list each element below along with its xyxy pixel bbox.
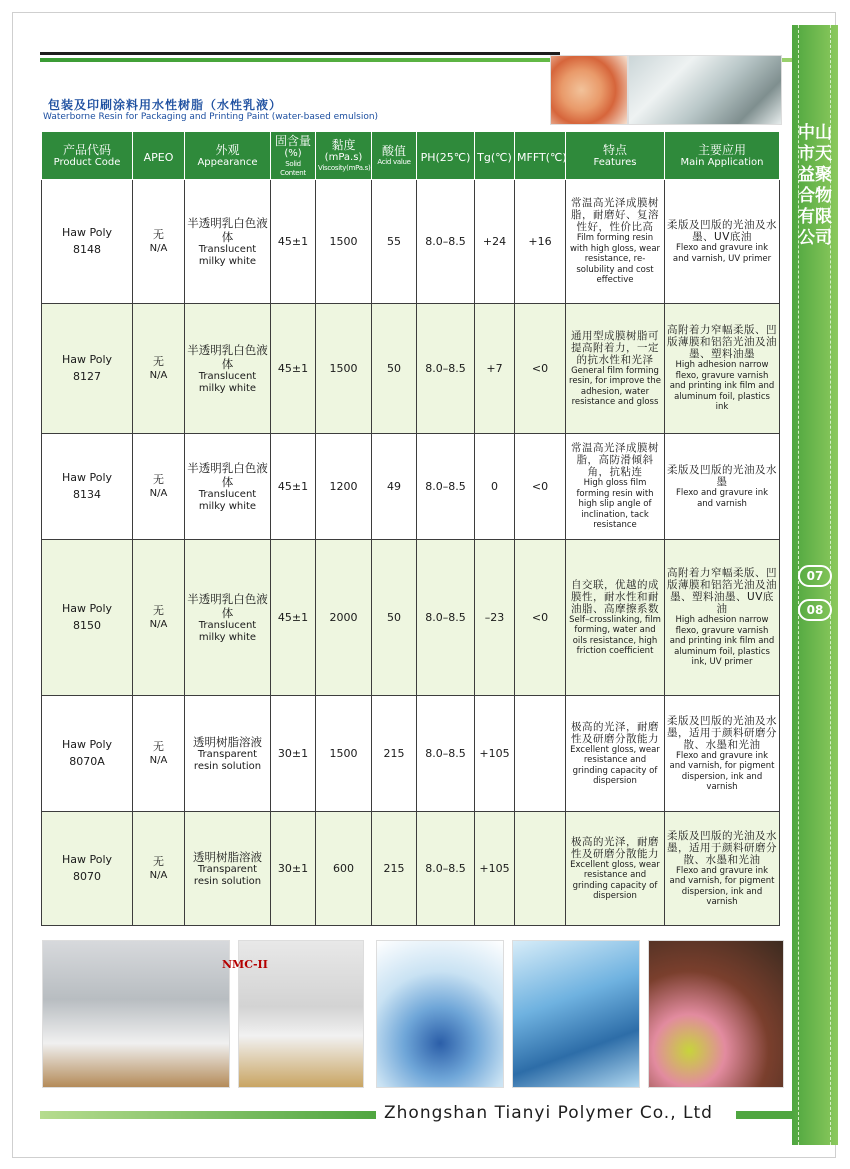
cell-code: Haw Poly 8134 bbox=[42, 434, 133, 540]
cell-mfft: <0 bbox=[515, 304, 566, 434]
table-row bbox=[42, 812, 780, 926]
photo-lab-workers bbox=[628, 55, 782, 125]
photo-strip bbox=[42, 940, 782, 1086]
table-header-row bbox=[42, 132, 780, 180]
table-row bbox=[42, 180, 780, 304]
cell-tg: 0 bbox=[475, 434, 515, 540]
header-acid: 酸值 Acid value bbox=[372, 132, 417, 180]
header-ph: PH(25℃) bbox=[417, 132, 475, 180]
cell-mfft: <0 bbox=[515, 434, 566, 540]
side-strip bbox=[792, 25, 838, 1145]
cell-mfft: +16 bbox=[515, 180, 566, 304]
cell-application: 柔版及凹版的光油及水墨 Flexo and gravure ink and varnish bbox=[665, 434, 780, 540]
cell-acid: 55 bbox=[372, 180, 417, 304]
cell-ph: 8.0–8.5 bbox=[417, 540, 475, 696]
cell-appearance: 半透明乳白色液体 Translucent milky white bbox=[185, 304, 271, 434]
page-number-right: 08 bbox=[798, 599, 832, 621]
cell-appearance: 半透明乳白色液体 Translucent milky white bbox=[185, 180, 271, 304]
header-tg: Tg(℃) bbox=[475, 132, 515, 180]
cell-mfft bbox=[515, 812, 566, 926]
cell-features: 极高的光泽，耐磨性及研磨分散能力 Excellent gloss, wear resistance and grinding capacity of dispersion bbox=[566, 696, 665, 812]
cell-application: 柔版及凹版的光油及水墨，适用于颜料研磨分散、水墨和光油 Flexo and gravure ink and varnish, for pigment dispersion, ink and varnish bbox=[665, 696, 780, 812]
cell-solid: 45±1 bbox=[271, 180, 316, 304]
footer-company-name: Zhongshan Tianyi Polymer Co., Ltd bbox=[384, 1103, 713, 1123]
cell-appearance: 半透明乳白色液体 Translucent milky white bbox=[185, 434, 271, 540]
cell-mfft bbox=[515, 696, 566, 812]
cell-solid: 30±1 bbox=[271, 812, 316, 926]
cell-appearance: 透明树脂溶液 Transparent resin solution bbox=[185, 696, 271, 812]
cell-tg: +105 bbox=[475, 696, 515, 812]
header-solid: 固含量 (%) Solid Content bbox=[271, 132, 316, 180]
header-apeo: APEO bbox=[133, 132, 185, 180]
cell-features: 常温高光泽成膜树脂，高防滑倾斜角，抗粘连 High gloss film forming resin with high slip angle of inclination, tack resistance bbox=[566, 434, 665, 540]
cell-code: Haw Poly 8150 bbox=[42, 540, 133, 696]
cell-ph: 8.0–8.5 bbox=[417, 812, 475, 926]
cell-tg: +7 bbox=[475, 304, 515, 434]
cell-ph: 8.0–8.5 bbox=[417, 180, 475, 304]
cell-code: Haw Poly 8070 bbox=[42, 812, 133, 926]
cell-viscosity: 1500 bbox=[316, 696, 372, 812]
table-row bbox=[42, 434, 780, 540]
cell-application: 高附着力窄幅柔版、凹版薄膜和铝箔光油及油墨、塑料油墨、UV底油 High adhesion narrow flexo, gravure varnish and printing ink film and aluminum foil, plastics ink, UV primer bbox=[665, 540, 780, 696]
cell-tg: +24 bbox=[475, 180, 515, 304]
cell-viscosity: 1500 bbox=[316, 304, 372, 434]
table-row bbox=[42, 304, 780, 434]
photo-gas-chromatograph bbox=[42, 940, 230, 1088]
table-row bbox=[42, 696, 780, 812]
cell-apeo: 无 N/A bbox=[133, 434, 185, 540]
cell-application: 柔版及凹版的光油及水墨，适用于颜料研磨分散、水墨和光油 Flexo and gravure ink and varnish, for pigment dispersion, ink and varnish bbox=[665, 812, 780, 926]
photo-test-tubes bbox=[512, 940, 640, 1088]
side-company-name: 中山市天益聚合物有限公司 bbox=[798, 123, 832, 248]
header-appearance: 外观 Appearance bbox=[185, 132, 271, 180]
cell-application: 高附着力窄幅柔版、凹版薄膜和铝箔光油及油墨、塑料油墨 High adhesion narrow flexo, gravure varnish and printing ink film and aluminum foil, plastics ink bbox=[665, 304, 780, 434]
cell-acid: 215 bbox=[372, 812, 417, 926]
cell-solid: 45±1 bbox=[271, 304, 316, 434]
header-features: 特点 Features bbox=[566, 132, 665, 180]
cell-viscosity: 2000 bbox=[316, 540, 372, 696]
cell-code: Haw Poly 8148 bbox=[42, 180, 133, 304]
product-table bbox=[41, 131, 780, 926]
header-application: 主要应用 Main Application bbox=[665, 132, 780, 180]
cell-tg: +105 bbox=[475, 812, 515, 926]
cell-ph: 8.0–8.5 bbox=[417, 304, 475, 434]
header-code: 产品代码 Product Code bbox=[42, 132, 133, 180]
cell-mfft: <0 bbox=[515, 540, 566, 696]
bottom-rule-left bbox=[40, 1111, 376, 1119]
table-row bbox=[42, 540, 780, 696]
photo-glass-flasks bbox=[376, 940, 504, 1088]
cell-acid: 49 bbox=[372, 434, 417, 540]
cell-features: 自交联，优越的成膜性，耐水性和耐油脂、高摩擦系数 Self–crosslinking, film forming, water and oils resistance, high friction coefficient bbox=[566, 540, 665, 696]
cell-apeo: 无 N/A bbox=[133, 180, 185, 304]
cell-acid: 50 bbox=[372, 540, 417, 696]
cell-viscosity: 1500 bbox=[316, 180, 372, 304]
photo-petri-dishes bbox=[648, 940, 784, 1088]
cell-ph: 8.0–8.5 bbox=[417, 696, 475, 812]
section-title-cn: 包装及印刷涂料用水性树脂（水性乳液） bbox=[48, 98, 283, 112]
cell-acid: 50 bbox=[372, 304, 417, 434]
photo-test-tube bbox=[550, 55, 628, 125]
cell-apeo: 无 N/A bbox=[133, 304, 185, 434]
bottom-rule-right bbox=[736, 1111, 792, 1119]
cell-acid: 215 bbox=[372, 696, 417, 812]
cell-apeo: 无 N/A bbox=[133, 696, 185, 812]
page-number-left: 07 bbox=[798, 565, 832, 587]
cell-appearance: 透明树脂溶液 Transparent resin solution bbox=[185, 812, 271, 926]
cell-features: 极高的光泽，耐磨性及研磨分散能力 Excellent gloss, wear resistance and grinding capacity of dispersion bbox=[566, 812, 665, 926]
cell-ph: 8.0–8.5 bbox=[417, 434, 475, 540]
cell-application: 柔版及凹版的光油及水墨、UV底油 Flexo and gravure ink and varnish, UV primer bbox=[665, 180, 780, 304]
header-viscosity: 黏度 (mPa.s) Viscosity(mPa.s) bbox=[316, 132, 372, 180]
machine-label: NMC-II bbox=[222, 958, 268, 971]
cell-solid: 45±1 bbox=[271, 434, 316, 540]
section-title-en: Waterborne Resin for Packaging and Printing Paint (water-based emulsion) bbox=[43, 112, 379, 122]
cell-viscosity: 1200 bbox=[316, 434, 372, 540]
cell-viscosity: 600 bbox=[316, 812, 372, 926]
cell-apeo: 无 N/A bbox=[133, 812, 185, 926]
cell-appearance: 半透明乳白色液体 Translucent milky white bbox=[185, 540, 271, 696]
header-mfft: MFFT(℃) bbox=[515, 132, 566, 180]
top-rule-dark bbox=[40, 52, 560, 55]
cell-features: 常温高光泽成膜树脂，耐磨好、复溶性好，性价比高 Film forming resin with high gloss, wear resistance, re-solubility and cost effective bbox=[566, 180, 665, 304]
cell-code: Haw Poly 8127 bbox=[42, 304, 133, 434]
cell-tg: –23 bbox=[475, 540, 515, 696]
cell-apeo: 无 N/A bbox=[133, 540, 185, 696]
cell-code: Haw Poly 8070A bbox=[42, 696, 133, 812]
cell-features: 通用型成膜树脂可提高附着力，一定的抗水性和光泽 General film forming resin, for improve the adhesion, water resistance and gloss bbox=[566, 304, 665, 434]
cell-solid: 30±1 bbox=[271, 696, 316, 812]
cell-solid: 45±1 bbox=[271, 540, 316, 696]
